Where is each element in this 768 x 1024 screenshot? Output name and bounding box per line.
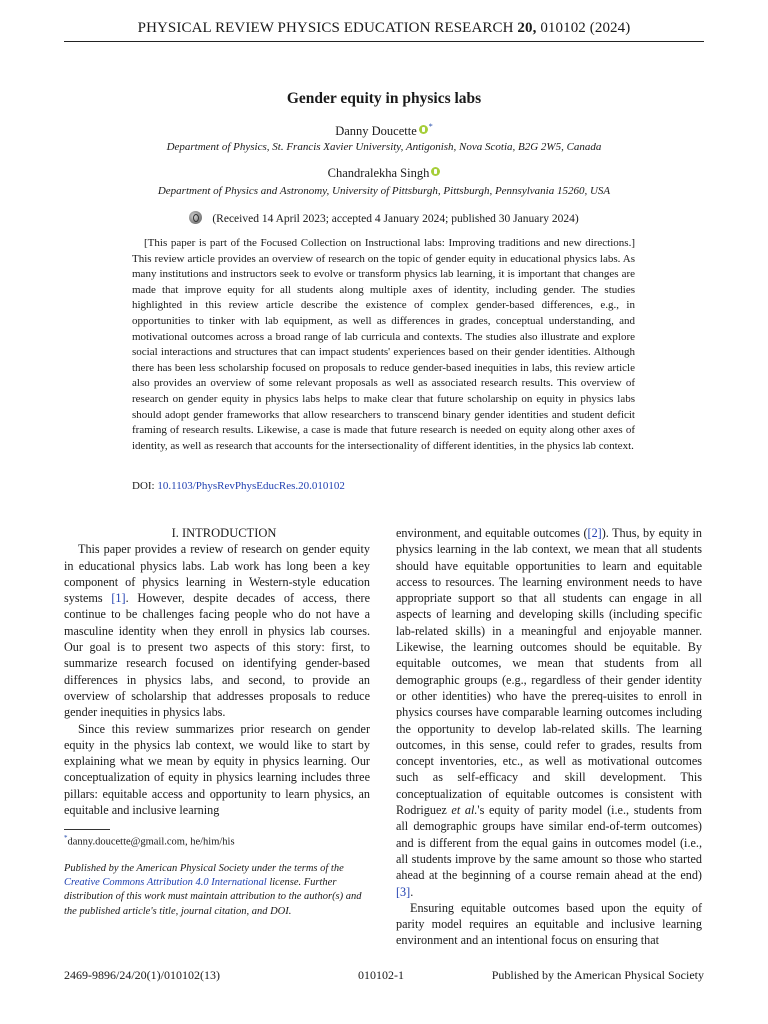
author-2-name: Chandralekha Singh — [327, 166, 430, 180]
license-notice — [64, 862, 370, 919]
text-span: . However, despite decades of access, there continue to be challenges facing people who do not have a masculine identity when they enroll in physics lab courses. Our goal is to present two aspects of this story: first, to summarize research focused on identifying gender-based differences in physics labs, and second, to provide an overview of scholarship that addresses proposals to reduce gender inequities in physics labs. — [64, 591, 370, 720]
header-rule — [64, 41, 704, 42]
author-1 — [64, 122, 704, 139]
doi-line — [132, 480, 345, 492]
orcid-icon[interactable] — [431, 167, 440, 176]
footnote-rule — [64, 829, 110, 830]
journal-volume: 20, — [517, 20, 537, 36]
text-span: This paper provides a review of research on gender equity in educational physics labs. Lab work has long been a key component of physics learning in Western-style education systems — [64, 542, 370, 606]
doi-label: DOI: — [132, 480, 155, 492]
text-span: environment, and equitable outcomes ( — [396, 526, 588, 540]
text-span: license. Further distribution of this work must maintain attribution to the author(s) and the published article's title, journal citation, and DOI. — [64, 877, 362, 917]
footnote-text: danny.doucette@gmail.com, he/him/his — [67, 836, 235, 848]
footer-publisher: Published by the American Physical Society — [491, 968, 704, 982]
right-column — [396, 525, 702, 949]
publication-dates — [64, 211, 704, 225]
author-1-name: Danny Doucette — [335, 124, 417, 138]
received-text: (Received 14 April 2023; accepted 4 January 2024; published 30 January 2024) — [212, 213, 579, 225]
abstract: [This paper is part of the Focused Collection on Instructional labs: Improving traditions and new directions.] This review article provides an overview of research on the topic of gender equity in educational physics labs. As many institutions and instructors seek to evolve or transform physics lab learning, it is important that changes are made that improve equity for all students along multiple axes of identity, including gender. The studies highlighted in this review article describe the existence of complex gender-based differences, e.g., in opportunities to tinker with lab equipment, as well as differences in grades, conceptual understanding, and motivational outcomes across a broad range of lab curricula and contexts. The studies also illustrate and explore social interactions and structures that can impact students' experiences based on their gender identities. Although there has been less scholarship focused on proposals to reduce gender-based inequities in labs, this review article also provides an overview of some relevant proposals as well as associated research results. This overview of research on gender equity in physics labs helps to make clear that future scholarship on equity in physics labs should adopt gender frameworks that allow researchers to transcend binary gender identities and student deficit framing of research results. Likewise, a case is made that future research is needed on equity along other axes of identity, as well as research that accounts for the intersectionality of different identities, in the physics lab context. — [132, 237, 635, 452]
journal-header — [64, 20, 704, 37]
author-2-affiliation: Department of Physics and Astronomy, University of Pittsburgh, Pittsburgh, Pennsylvania 15260, USA — [157, 185, 611, 197]
text-span: . — [410, 884, 414, 899]
author-1-affiliation: Department of Physics, St. Francis Xavier University, Antigonish, Nova Scotia, B2G 2W5, Canada — [166, 141, 602, 153]
footer-page-number: 010102-1 — [358, 968, 404, 982]
footnote — [64, 834, 370, 848]
check-for-updates-icon[interactable] — [189, 211, 202, 224]
paragraph — [396, 525, 702, 900]
left-column — [64, 525, 370, 818]
footnote-mark: * — [64, 834, 68, 842]
text-span: ). Thus, by equity in physics learning in the lab context, we mean that all students should have equitable opportunities to learn and equitable access to resources. The learning environment needs to have appropriate support so that all students can engage in all aspects of learning and developing skills (including specific lab-related skills) in a meaningful and enjoyable manner. Likewise, the learning outcomes should be equitable. By equitable outcomes, we mean that students from all demographic groups (e.g., regardless of their gender identity or other identities) who have the prereq-uisites to enroll in physics courses have comparable learning outcomes including the opportunity to develop lab-related skills. The learning outcomes, in this sense, could refer to grades, results from concept inventories, etc., as well as motivational outcomes such as self-efficacy and skill development. This conceptualization of equitable outcomes is consistent with Rodriguez — [396, 526, 702, 818]
reference-link[interactable]: [1] — [111, 591, 126, 606]
paragraph: Since this review summarizes prior research on gender equity in the physics lab context, we would like to start by explaining what we mean by equity in physics learning. Our conceptualization of equity in physics learning includes three pillars: equitable access and opportunity to learn physics, an equitable and inclusive learning — [64, 721, 370, 818]
reference-link[interactable]: [3] — [396, 884, 411, 899]
footer-issn: 2469-9896/24/20(1)/010102(13) — [64, 968, 220, 982]
reference-link[interactable]: [2] — [587, 526, 602, 540]
journal-name: PHYSICAL REVIEW PHYSICS EDUCATION RESEARCH — [137, 20, 514, 36]
author-1-mark[interactable]: * — [428, 122, 433, 131]
paragraph — [64, 541, 370, 720]
text-span: et al. — [451, 803, 478, 818]
paper-title: Gender equity in physics labs — [286, 90, 482, 107]
text-span: 's equity of parity model (i.e., students from all demographic groups have similar end-of-term outcomes) and is different from the equal gains in outcomes model (i.e., all students improve by the same amount so those who started ahead at the beginning of a course remain ahead at the end) — [396, 803, 702, 883]
license-link[interactable]: Creative Commons Attribution 4.0 International — [64, 877, 267, 889]
orcid-icon[interactable] — [419, 125, 428, 134]
doi-link[interactable]: 10.1103/PhysRevPhysEducRes.20.010102 — [157, 480, 345, 492]
article-info: 010102 (2024) — [540, 20, 631, 36]
paragraph: Ensuring equitable outcomes based upon the equity of parity model requires an equitable and inclusive learning environment and an intentional focus on ensuring that — [396, 900, 702, 948]
author-2 — [64, 166, 704, 181]
text-span: Published by the American Physical Society under the terms of the — [64, 863, 344, 874]
section-heading: I. INTRODUCTION — [171, 526, 277, 540]
